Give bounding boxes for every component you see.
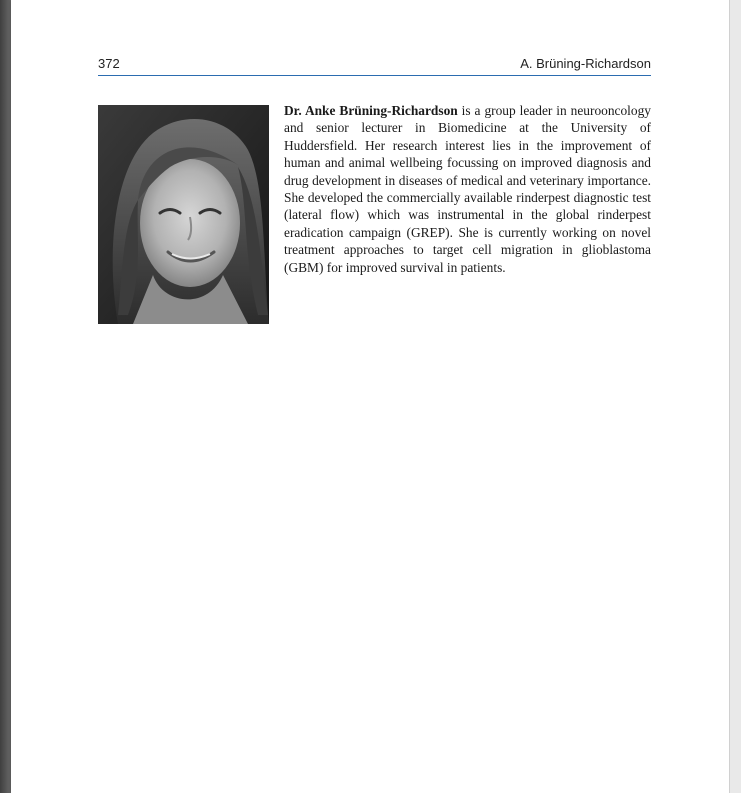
author-portrait-photo xyxy=(98,105,269,324)
biography-text: is a group leader in neurooncology and senior lecturer in Biomedicine at the University of Huddersfield. Her research interest lies in the improvement of human and animal wellbeing focussing on improved diagnosis and drug development in diseases of medical and veterinary importance. She developed the commercially available rinderpest diagnostic test (lateral flow) which was instrumental in the global rinderpest eradication campaign (GREP). She is currently working on novel treatment approaches to target cell migration in glioblastoma (GBM) for improved survival in patients. xyxy=(284,103,651,275)
author-biography xyxy=(284,102,651,276)
viewer-left-edge xyxy=(0,0,11,793)
author-name: Dr. Anke Brüning-Richardson xyxy=(284,103,458,118)
document-page xyxy=(11,0,729,793)
viewer-right-edge xyxy=(729,0,741,793)
running-head xyxy=(98,55,651,76)
page-number: 372 xyxy=(98,56,120,71)
running-head-author: A. Brüning-Richardson xyxy=(520,56,651,71)
